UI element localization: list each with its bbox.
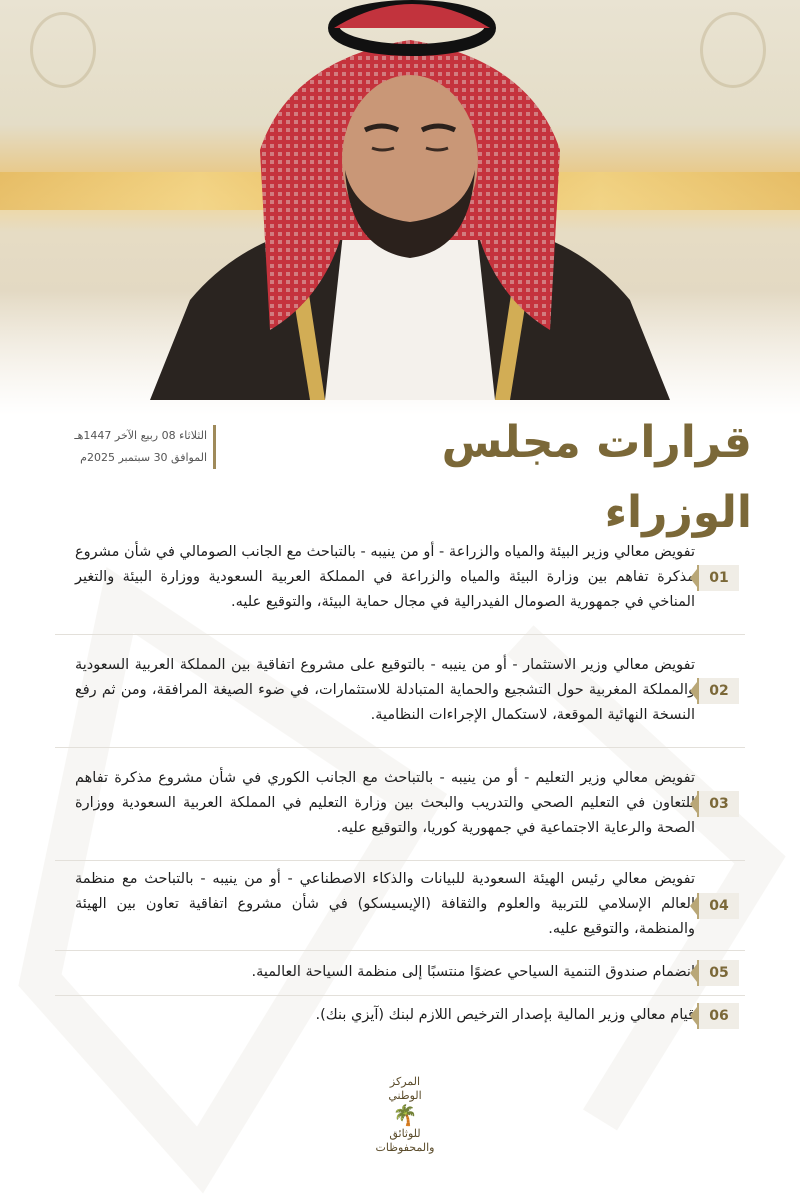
decision-number: 02: [697, 678, 739, 704]
decision-text: تفويض معالي وزير البيئة والمياه والزراعة - أو من ينيبه - بالتباحث مع الجانب الصومالي في شأن مشروع مذكرة تفاهم بين وزارة البيئة والمياه والزراعة في المملكة العربية السعودية ووزارة البيئة والتغير المناخي في جمهورية الصومال الفيدرالية في مجال حماية البيئة، والتوقيع عليه.: [75, 543, 695, 610]
decision-number: 05: [697, 960, 739, 986]
decision-number: 01: [697, 565, 739, 591]
decision-number: 03: [697, 791, 739, 817]
palm-swords-icon: 🌴: [392, 1103, 418, 1127]
decision-number: 04: [697, 893, 739, 919]
decision-item: [55, 951, 745, 996]
date-gregorian: الموافق 30 سبتمبر 2025م: [80, 451, 207, 464]
hero-ornament: [30, 12, 96, 88]
decision-item: [55, 996, 745, 1036]
decision-item: [55, 522, 745, 635]
decision-text: تفويض معالي رئيس الهيئة السعودية للبيانات والذكاء الاصطناعي - أو من ينيبه - بالتباحث مع منظمة العالم الإسلامي للتربية والعلوم والثقافة (الإيسيسكو) في شأن مشروع اتفاقية تعاون بين الهيئة والمنظمة، والتوقيع عليه.: [75, 871, 695, 937]
decision-item: [55, 748, 745, 861]
decision-item: [55, 635, 745, 748]
logo-text-line: والمحفوظات: [375, 1141, 435, 1154]
hero-ornament: [700, 12, 766, 88]
decisions-list: [55, 522, 745, 1036]
decision-text: قيام معالي وزير المالية بإصدار الترخيص اللازم لبنك (آيزي بنك).: [315, 1006, 695, 1023]
decision-item: [55, 861, 745, 951]
date-box: [57, 425, 216, 469]
decision-number: 06: [697, 1003, 739, 1029]
decision-text: تفويض معالي وزير التعليم - أو من ينيبه - بالتباحث مع الجانب الكوري في شأن مشروع مذكرة تفاهم للتعاون في التعليم الصحي والتدريب والبحث بين وزارة التعليم في المملكة العربية السعودية ووزارة الصحة والرعاية الاجتماعية في جمهورية كوريا، والتوقيع عليه.: [75, 769, 695, 836]
logo-text-line: الوطني: [388, 1089, 422, 1102]
ncda-logo: [355, 1075, 455, 1160]
portrait-figure: [150, 0, 670, 400]
logo-text-line: المركز: [389, 1075, 421, 1088]
decision-text: تفويض معالي وزير الاستثمار - أو من ينيبه - بالتوقيع على مشروع اتفاقية بين المملكة العربية السعودية والمملكة المغربية حول التشجيع والحماية المتبادلة للاستثمارات، في ضوء الصيغة المرافقة، ومن ثم رفع النسخة النهائية الموقعة، لاستكمال الإجراءات النظامية.: [75, 656, 695, 723]
logo-text-line: للوثائق: [389, 1127, 421, 1140]
date-hijri: الثلاثاء 08 ربيع الآخر 1447هـ: [74, 429, 207, 442]
decision-text: انضمام صندوق التنمية السياحي عضوًا منتسبًا إلى منظمة السياحة العالمية.: [251, 963, 695, 980]
page-title: قرارات مجلس الوزراء: [441, 417, 752, 538]
hero-photo: [0, 0, 800, 415]
